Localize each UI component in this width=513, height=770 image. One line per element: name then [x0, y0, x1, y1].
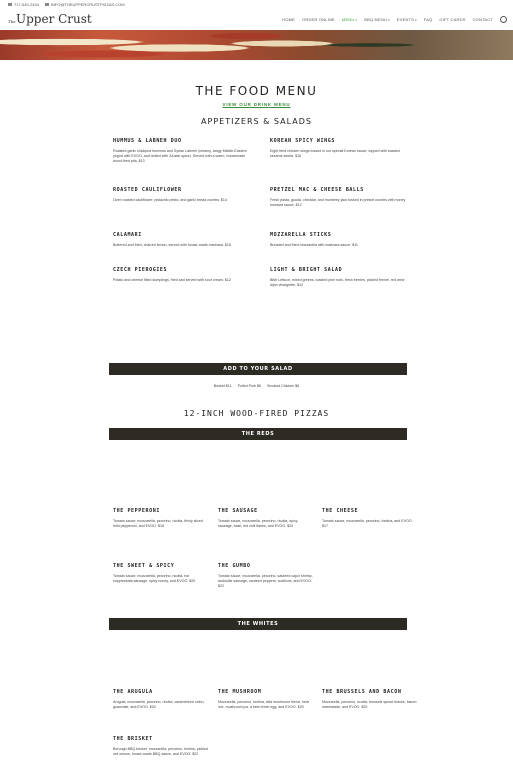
nav-bbq-menu[interactable]: BBQ MENU▾	[364, 17, 390, 22]
menu-item: CALAMARI Buttered and fried, charred lemon, served with house-made marinara. $16	[113, 232, 231, 247]
search-icon[interactable]	[500, 16, 507, 23]
site-logo[interactable]: The Upper Crust	[8, 12, 92, 26]
site-header	[0, 9, 513, 30]
nav-home[interactable]: HOME	[282, 17, 296, 22]
menu-item: THE BRISKET Borough BBQ brisket, mozzarella, pecorino, fontina, pickled red onions, house-made BBQ sauce, and EVOO. $22	[113, 736, 208, 757]
menu-item: KOREAN SPICY WINGS Eight fried chicken wings tossed in our special Korean sauce, topped with toasted sesame seeds. $16	[270, 138, 400, 159]
menu-item: THE ARUGULA Arugula, mozzarella, pecorino, ricotta, caramelized onion, guanciale, and EVOO. $20	[113, 689, 205, 710]
menu-item: HUMMUS & LABNEH DUO Roasted garlic chickpea hummus and Syrian Labneh (creamy, tangy Middle-Eastern yogurt with EVOO, and dotted with Za'atar spice). Served with a warm, housemade wood-fired pita. $13	[113, 138, 247, 164]
menu-item: THE MUSHROOM Mozzarella, pecorino, fontina, wild mushroom blend, herb mix, mushroom jus, a farm fresh egg, and EVOO. $20	[218, 689, 310, 710]
addon-smoked-chicken: Smoked Chicken $6	[266, 384, 300, 388]
appetizers-heading: APPETIZERS & SALADS	[201, 117, 312, 126]
reds-bar: THE REDS	[109, 428, 407, 440]
page-title: THE FOOD MENU	[195, 84, 318, 98]
main-nav	[282, 16, 507, 23]
menu-item: LIGHT & BRIGHT SALAD Bibb Lettuce, mixed greens, toasted pine nuts, fresh berries, pickled fennel, red wine dijon vinaigrette. $12	[270, 267, 405, 288]
mail-icon	[45, 3, 49, 6]
menu-item: THE GUMBO Tomato sauce, mozzarella, pecorino, sauteed cajun shrimp, andouille sausage, sauteed peppers, scallions, and EVOO. $22	[218, 563, 313, 589]
email-link[interactable]: INFO@THEUPPERCRUSTPIZZAS.COM	[45, 2, 125, 7]
chevron-down-icon: ▾	[415, 18, 417, 22]
whites-bar: THE WHITES	[109, 618, 407, 630]
nav-events[interactable]: EVENTS▾	[396, 17, 417, 22]
menu-item: THE CHEESE Tomato sauce, mozzarella, pecorino, fontina, and EVOO. $17	[322, 508, 413, 529]
hero-banner-image	[0, 30, 513, 60]
nav-gift-cards[interactable]: GIFT CARDS	[439, 17, 466, 22]
menu-item: THE SAUSAGE Tomato sauce, mozzarella, pecorino, ricotta, spicy sausage, basil, red chili flakes, and EVOO. $20	[218, 508, 298, 529]
menu-item: ROASTED CAULIFLOWER Oven roasted cauliflower, pistachio pesto, and garlic bread crumbs. $14	[113, 187, 227, 202]
nav-faq[interactable]: FAQ	[423, 17, 433, 22]
nav-contact[interactable]: CONTACT	[472, 17, 493, 22]
chevron-down-icon: ▾	[388, 18, 390, 22]
phone-icon	[8, 3, 12, 6]
nav-menu[interactable]: MENU▾	[341, 17, 358, 22]
chevron-down-icon: ▾	[355, 18, 358, 22]
menu-item: THE SWEET & SPICY Tomato sauce, mozzarella, pecorino, ricotta, hot soppressata sausage, spicy honey, and EVOO. $20	[113, 563, 196, 584]
drink-menu-link[interactable]: VIEW OUR DRINK MENU	[222, 102, 291, 107]
menu-item: PRETZEL MAC & CHEESE BALLS Fresh pasta, gouda, cheddar, and monterey jack tossed in pretzel crumbs with honey mustard sauce. $12	[270, 187, 406, 208]
top-info-bar	[0, 0, 513, 9]
menu-item: THE BRUSSELS AND BACON Mozzarella, pecorino, ricotta, brussels sprout leaves, bacon marmalade, and EVOO. $20	[322, 689, 417, 710]
menu-item: CZECH PIEROGIES Potato and cheese filled dumplings, fried and served with sour cream. $12	[113, 267, 231, 282]
nav-order-online[interactable]: ORDER ONLINE	[302, 17, 335, 22]
addon-brisket: Brisket $11	[213, 384, 232, 388]
salad-addons-bar: ADD TO YOUR SALAD	[109, 363, 407, 375]
menu-item: MOZZARELLA STICKS Breaded and fried mozzarella with marinara sauce. $11	[270, 232, 358, 247]
salad-addons-list	[0, 384, 513, 388]
menu-item: THE PEPPERONI Tomato sauce, mozzarella, pecorino, ricotta, thinly sliced mild pepperoni, and EVOO. $18	[113, 508, 203, 529]
phone-link[interactable]: 717-540-2444	[8, 2, 39, 7]
pizza-heading: 12-INCH WOOD-FIRED PIZZAS	[183, 409, 330, 418]
addon-pulled-pork: Pulled Pork $6	[237, 384, 261, 388]
